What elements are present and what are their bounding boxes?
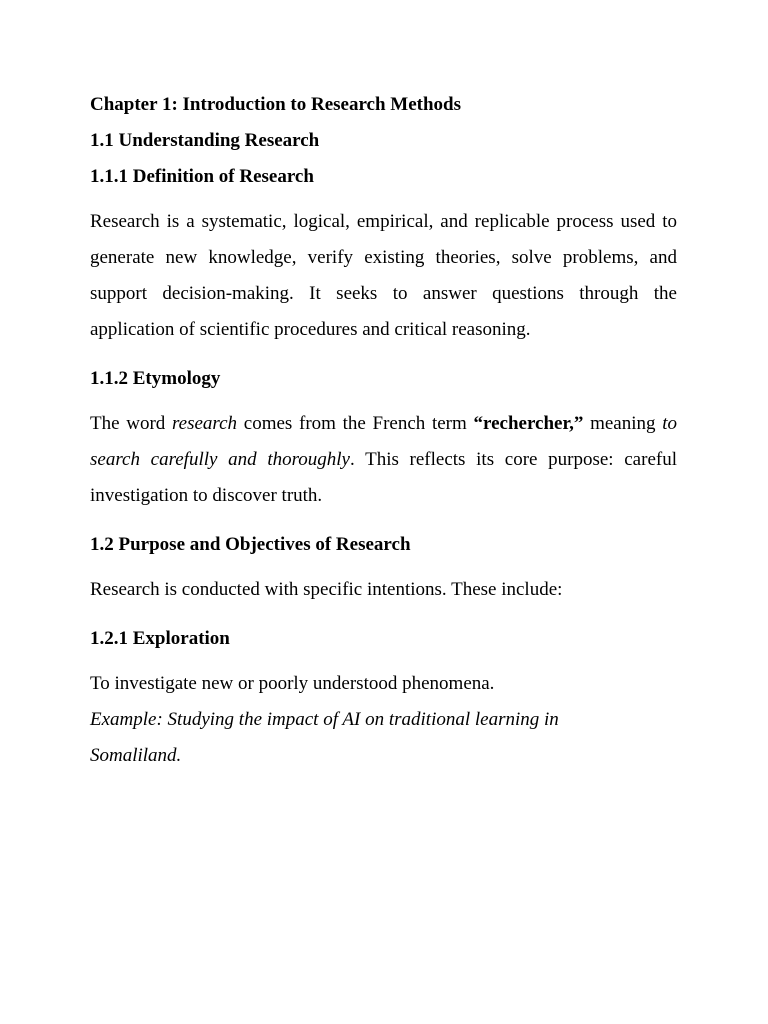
- purpose-paragraph: Research is conducted with specific intentions. These include:: [90, 579, 563, 600]
- subsection-heading-1-1-1: 1.1.1 Definition of Research: [90, 166, 314, 187]
- section-heading-1-1: 1.1 Understanding Research: [90, 130, 320, 151]
- etymology-meaning: to search carefully and thoroughly: [90, 413, 677, 470]
- exploration-text: To investigate new or poorly understood phenomena.: [90, 673, 495, 694]
- chapter-title: Chapter 1: Introduction to Research Methods: [90, 94, 462, 115]
- exploration-example: Example: Studying the impact of AI on traditional learning in Somaliland.: [90, 709, 559, 766]
- subsection-heading-1-1-2: 1.1.2 Etymology: [90, 368, 221, 389]
- etymology-text-1: The word: [90, 413, 172, 434]
- etymology-french-term: “rechercher,”: [473, 413, 584, 434]
- section-heading-1-2: 1.2 Purpose and Objectives of Research: [90, 534, 411, 555]
- subsection-heading-1-2-1: 1.2.1 Exploration: [90, 628, 230, 649]
- etymology-term: research: [171, 413, 238, 434]
- etymology-text-4: . This reflects its core purpose: careful investigation to discover truth.: [90, 449, 677, 506]
- definition-paragraph: Research is a systematic, logical, empirical, and replicable process used to generate new knowledge, verify existing theories, solve problems, and support decision-making. It seeks to answer questions through the application of scientific procedures and critical reasoning.: [90, 211, 677, 340]
- etymology-text-2: comes from the French term: [237, 413, 474, 434]
- document-content: [90, 92, 677, 774]
- etymology-text-3: meaning: [583, 413, 663, 434]
- etymology-paragraph: [90, 406, 677, 514]
